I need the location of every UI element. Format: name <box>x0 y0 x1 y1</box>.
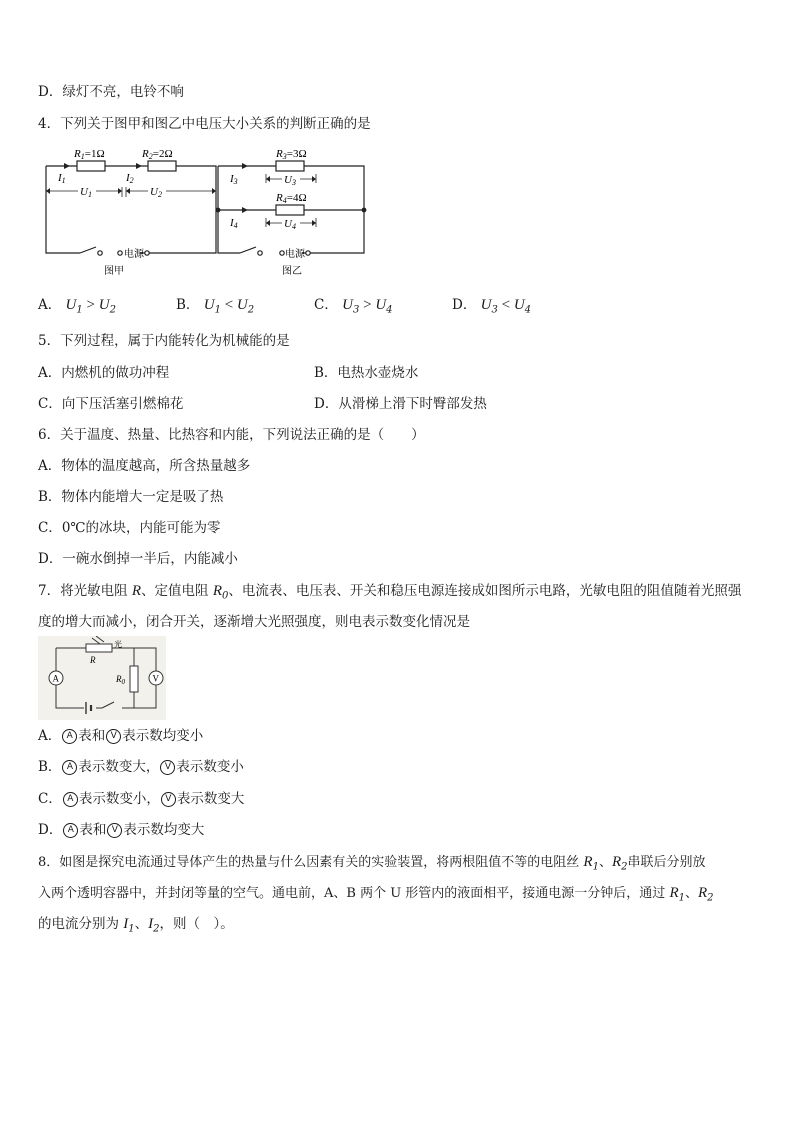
svg-text:I4: I4 <box>230 217 238 230</box>
q4-figure-jia <box>40 143 220 281</box>
svg-text:I3: I3 <box>230 173 238 186</box>
voltmeter-symbol: V <box>106 729 121 744</box>
svg-text:A: A <box>52 673 59 684</box>
q5-option-b[interactable]: B．电热水壶烧水 <box>314 365 419 381</box>
i4-label: I <box>230 217 234 229</box>
caption-jia: 图甲 <box>104 266 124 277</box>
power-label-yi: 电源 <box>285 249 305 260</box>
svg-text:R1=1Ω: R1=1Ω <box>74 148 105 161</box>
power-label-jia: 电源 <box>124 249 144 260</box>
u3-label: U <box>284 174 292 186</box>
q7-stem-line2: 度的增大而减小，闭合开关，逐渐增大光照强度，则电表示数变化情况是 <box>38 614 470 630</box>
r4-label: R <box>276 192 283 204</box>
svg-text:U2: U2 <box>150 186 162 199</box>
ammeter-symbol: A <box>62 729 77 744</box>
svg-text:R2=2Ω: R2=2Ω <box>142 148 173 161</box>
svg-text:R4=4Ω: R4=4Ω <box>276 192 307 205</box>
u4-label: U <box>284 218 292 230</box>
q4-option-a[interactable]: A． $U_1 > U_2$ <box>38 297 116 316</box>
ammeter-symbol: A <box>63 792 78 807</box>
q7-circuit-figure <box>38 636 166 720</box>
q5-option-a[interactable]: A．内燃机的做功冲程 <box>38 365 170 381</box>
ammeter-symbol: A <box>63 823 78 838</box>
u1-label: U <box>80 186 88 198</box>
i2-label: I <box>126 172 130 184</box>
svg-text:R0: $R_0$ <box>116 674 125 686</box>
svg-text:R3=3Ω: R3=3Ω <box>276 148 307 161</box>
i3-label: I <box>230 173 234 185</box>
voltmeter-symbol: V <box>161 792 176 807</box>
voltmeter-symbol: V <box>160 760 175 775</box>
q6-option-d[interactable]: D．一碗水倒掉一半后，内能减小 <box>38 551 238 567</box>
q7-option-d[interactable]: D． A 表和 V 表示数均变大 <box>38 822 205 838</box>
r1-label: R <box>74 148 81 160</box>
q4-figure-yi <box>212 143 368 281</box>
caption-yi: 图乙 <box>282 266 302 277</box>
q8-stem-line2: 入两个透明容器中，并封闭等量的空气。通电前，A、B 两个 U 形管内的液面相平，接通电源一分钟后，通过 $R_1$、$R_2$ <box>38 885 714 904</box>
r2-label: R <box>142 148 149 160</box>
q8-stem-line1: 8．如图是探究电流通过导体产生的热量与什么因素有关的实验装置，将两根阻值不等的电阻丝 $R_1$、$R_2$串联后分别放 <box>38 854 706 873</box>
q5-option-c[interactable]: C．向下压活塞引燃棉花 <box>38 396 184 412</box>
q4-option-b[interactable]: B． $U_1 < U_2$ <box>176 297 255 316</box>
q4-stem: 4．下列关于图甲和图乙中电压大小关系的判断正确的是 <box>38 116 371 132</box>
q6-option-c[interactable]: C．0℃的冰块，内能可能为零 <box>38 520 221 536</box>
voltmeter-symbol: V <box>107 823 122 838</box>
u2-label: U <box>150 186 158 198</box>
q6-option-b[interactable]: B．物体内能增大一定是吸了热 <box>38 489 224 505</box>
q7-option-c[interactable]: C． A 表示数变小， V 表示数变大 <box>38 791 245 807</box>
r0-label: R <box>116 674 122 684</box>
q6-stem: 6．关于温度、热量、比热容和内能，下列说法正确的是（ ） <box>38 427 425 443</box>
svg-text:V: V <box>152 673 159 684</box>
r3-label: R <box>276 148 283 160</box>
q5-option-d[interactable]: D．从滑梯上滑下时臀部发热 <box>314 396 487 412</box>
q6-option-a[interactable]: A．物体的温度越高，所含热量越多 <box>38 458 251 474</box>
q3-option-d[interactable]: D．绿灯不亮，电铃不响 <box>38 84 184 100</box>
q8-stem-line3: 的电流分别为 $I_1$、$I_2$，则（ ）。 <box>38 916 234 935</box>
ammeter-symbol: A <box>62 760 77 775</box>
light-label: 光 <box>114 640 122 649</box>
svg-text:U1: U1 <box>80 186 92 199</box>
q7-stem-line1: 7．将光敏电阻 R、定值电阻 $R_0$、电流表、电压表、开关和稳压电源连接成如图所示电路，光敏电阻的阻值随着光照强 <box>38 583 742 602</box>
q7-option-a[interactable]: A． A 表和 V 表示数均变小 <box>38 728 204 744</box>
i1-label: I <box>58 172 62 184</box>
q4-option-c[interactable]: C． $U_3 > U_4$ <box>314 297 393 316</box>
svg-text:U4: U4 <box>284 218 296 231</box>
r-label: R <box>90 655 96 665</box>
q7-option-b[interactable]: B． A 表示数变大， V 表示数变小 <box>38 759 244 775</box>
q5-stem: 5．下列过程，属于内能转化为机械能的是 <box>38 333 290 349</box>
q4-option-d[interactable]: D． $U_3 < U_4$ <box>452 297 532 316</box>
svg-text:I1: I1 <box>58 172 66 185</box>
svg-text:I2: I2 <box>126 172 134 185</box>
svg-text:U3: U3 <box>284 174 296 187</box>
